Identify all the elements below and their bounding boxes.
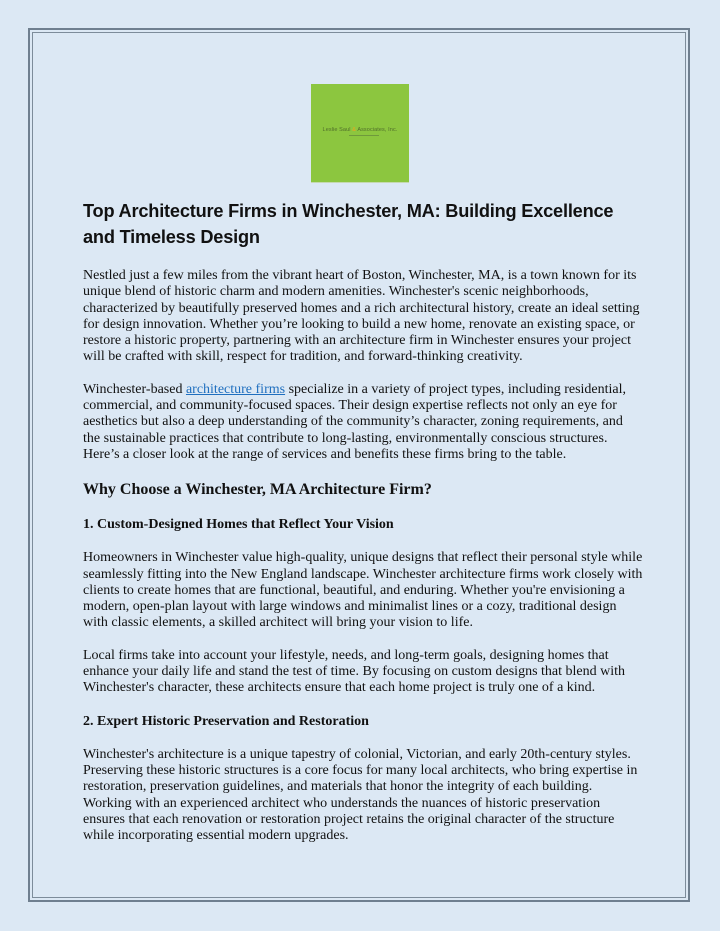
article-body xyxy=(83,198,643,844)
services-text-after: specialize in a variety of project types, including residential, commercial, and community-focused spaces. Their design expertise reflects not only an eye for aesthetics but also a deep understanding of the community’s character, zoning requirements, and the sustainable practices that contribute to long-lasting, environmentally conscious structures. Here’s a closer look at the range of services and benefits these firms bring to the table. xyxy=(83,381,627,462)
logo-name-part2: Associates, Inc. xyxy=(357,127,398,133)
custom-homes-paragraph-2: Local firms take into account your lifestyle, needs, and long-term goals, designing homes that enhance your daily life and stand the test of time. By focusing on custom designs that blend with Winchester's character, these architects ensure that each home project is truly one of a kind. xyxy=(83,647,626,696)
subheading-custom-homes: 1. Custom-Designed Homes that Reflect Your Vision xyxy=(83,517,394,533)
section-heading: Why Choose a Winchester, MA Architecture Firm? xyxy=(83,481,432,499)
logo-name-part1: Leslie Saul xyxy=(322,127,351,133)
logo-text xyxy=(311,127,409,133)
custom-homes-paragraph-1: Homeowners in Winchester value high-quality, unique designs that reflect their personal style while seamlessly fitting into the New England landscape. Winchester architecture firms work closely with clients to create homes that are functional, beautiful, and enduring. Whether you're envisioning a modern, open-plan layout with large windows and minimalist lines or a cozy, traditional design with classic elements, a skilled architect will bring your vision to life. xyxy=(83,550,643,631)
logo-ampersand: & xyxy=(352,127,356,133)
architecture-firms-link[interactable]: architecture firms xyxy=(185,381,286,397)
intro-paragraph: Nestled just a few miles from the vibrant heart of Boston, Winchester, MA, is a town known for its unique blend of historic charm and modern amenities. Winchester's scenic neighborhoods, characterized by beautifully preserved homes and a rich architectural history, create an ideal setting for design innovation. Whether you’re looking to build a new home, renovate an existing space, or restore a historic property, partnering with an architecture firm in Winchester ensures your project will be crafted with skill, respect for tradition, and forward-thinking creativity. xyxy=(83,268,640,365)
historic-preservation-paragraph: Winchester's architecture is a unique tapestry of colonial, Victorian, and early 20th-century styles. Preserving these historic structures is a core focus for many local architects, who bring expertise in restoration, preservation guidelines, and materials that honor the integrity of each building. Working with an experienced architect who understands the nuances of historic preservation ensures that each renovation or restoration project retains the original character of the structure while incorporating essential modern upgrades. xyxy=(83,746,638,844)
article-title: Top Architecture Firms in Winchester, MA: Building Excellence and Timeless Design xyxy=(83,201,614,247)
subheading-historic-preservation: 2. Expert Historic Preservation and Restoration xyxy=(83,713,369,729)
services-paragraph xyxy=(83,382,643,463)
logo-underline xyxy=(349,135,379,136)
company-logo xyxy=(311,84,409,182)
services-text-before: Winchester-based xyxy=(83,381,186,397)
